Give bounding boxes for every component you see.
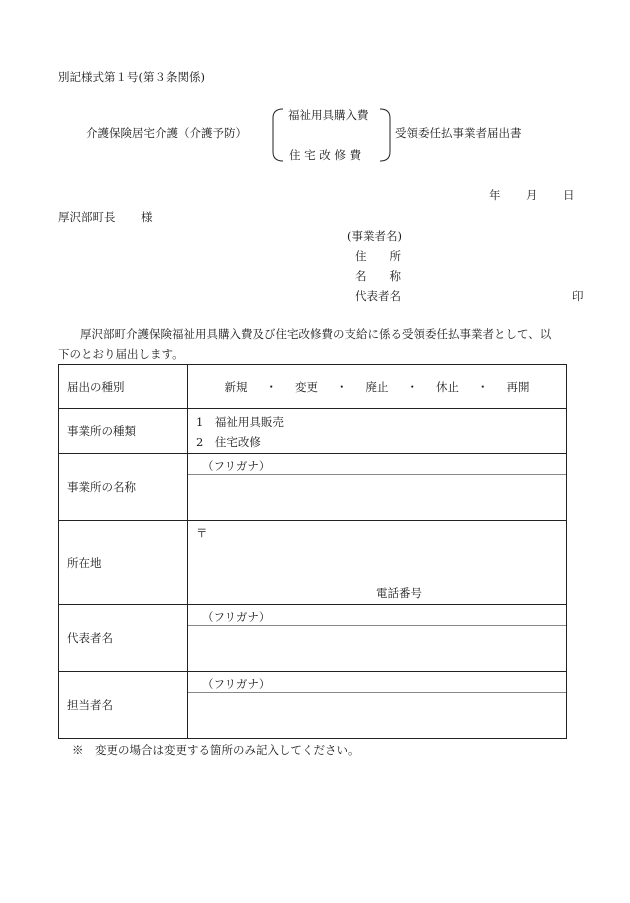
office-type-field[interactable]: [188, 409, 567, 454]
form-number: 別記様式第１号(第３条関係): [58, 70, 205, 84]
option-change[interactable]: 変更: [295, 379, 318, 394]
office-name-label: 事業所の名称: [59, 454, 188, 521]
row-office-type: [59, 409, 567, 454]
option-separator: ・: [265, 379, 277, 394]
notification-form-table: [58, 364, 567, 739]
row-contact: [59, 672, 567, 739]
applicant-representative-label: 代表者名: [355, 289, 401, 303]
row-representative: [59, 605, 567, 672]
office-type-item-equipment[interactable]: 1 福祉用具販売: [196, 415, 284, 429]
option-abolish[interactable]: 廃止: [365, 379, 389, 394]
footnote: ※ 変更の場合は変更する箇所のみ記入してください。: [72, 743, 360, 757]
representative-field[interactable]: [188, 605, 567, 672]
kana-divider: [188, 625, 566, 626]
row-location: [59, 521, 567, 605]
office-name-field[interactable]: [188, 454, 567, 521]
left-bracket-icon: [271, 108, 285, 162]
addressee-name: 厚沢部町長: [58, 210, 116, 224]
row-office-name: [59, 454, 567, 521]
title-prefix: 介護保険居宅介護（介護予防）: [86, 126, 247, 140]
body-text-line1: 厚沢部町介護保険福祉用具購入費及び住宅改修費の支給に係る受領委任払事業者として、以: [80, 327, 552, 341]
applicant-heading: (事業者名): [347, 229, 402, 243]
right-bracket-icon: [378, 108, 392, 162]
office-name-kana-label: （フリガナ）: [202, 459, 271, 473]
option-separator: ・: [406, 379, 418, 394]
applicant-name-label: 名 称: [355, 269, 401, 283]
contact-kana-label: （フリガナ）: [202, 677, 271, 691]
option-separator: ・: [336, 379, 348, 394]
office-type-label: 事業所の種類: [59, 409, 188, 454]
notification-type-options[interactable]: [188, 365, 567, 409]
date-year-label: 年: [489, 188, 501, 202]
location-label: 所在地: [59, 521, 188, 605]
contact-field[interactable]: [188, 672, 567, 739]
location-field[interactable]: [188, 521, 567, 605]
row-notification-type: [59, 365, 567, 409]
applicant-address-label: 住 所: [355, 249, 401, 263]
body-text-line2: 下のとおり届出します。: [58, 347, 184, 361]
representative-label: 代表者名: [59, 605, 188, 672]
representative-kana-label: （フリガナ）: [202, 610, 271, 624]
date-day-label: 日: [563, 188, 575, 202]
option-separator: ・: [477, 379, 489, 394]
date-month-label: 月: [526, 188, 538, 202]
title-option-equipment: 福祉用具購入費: [288, 108, 369, 122]
contact-label: 担当者名: [59, 672, 188, 739]
option-suspend[interactable]: 休止: [436, 379, 459, 394]
title-option-renovation: 住 宅 改 修 費: [289, 148, 362, 162]
kana-divider: [188, 692, 566, 693]
seal-mark: 印: [572, 289, 584, 303]
addressee-honorific: 様: [141, 210, 153, 224]
office-type-item-renovation[interactable]: 2 住宅改修: [196, 435, 261, 449]
title-suffix: 受領委任払事業者届出書: [395, 126, 522, 140]
option-new[interactable]: 新規: [224, 379, 248, 394]
notification-type-label: 届出の種別: [59, 365, 188, 409]
option-resume[interactable]: 再開: [506, 379, 530, 394]
phone-label: 電話番号: [376, 586, 422, 600]
kana-divider: [188, 474, 566, 475]
postal-mark: 〒: [196, 526, 208, 540]
